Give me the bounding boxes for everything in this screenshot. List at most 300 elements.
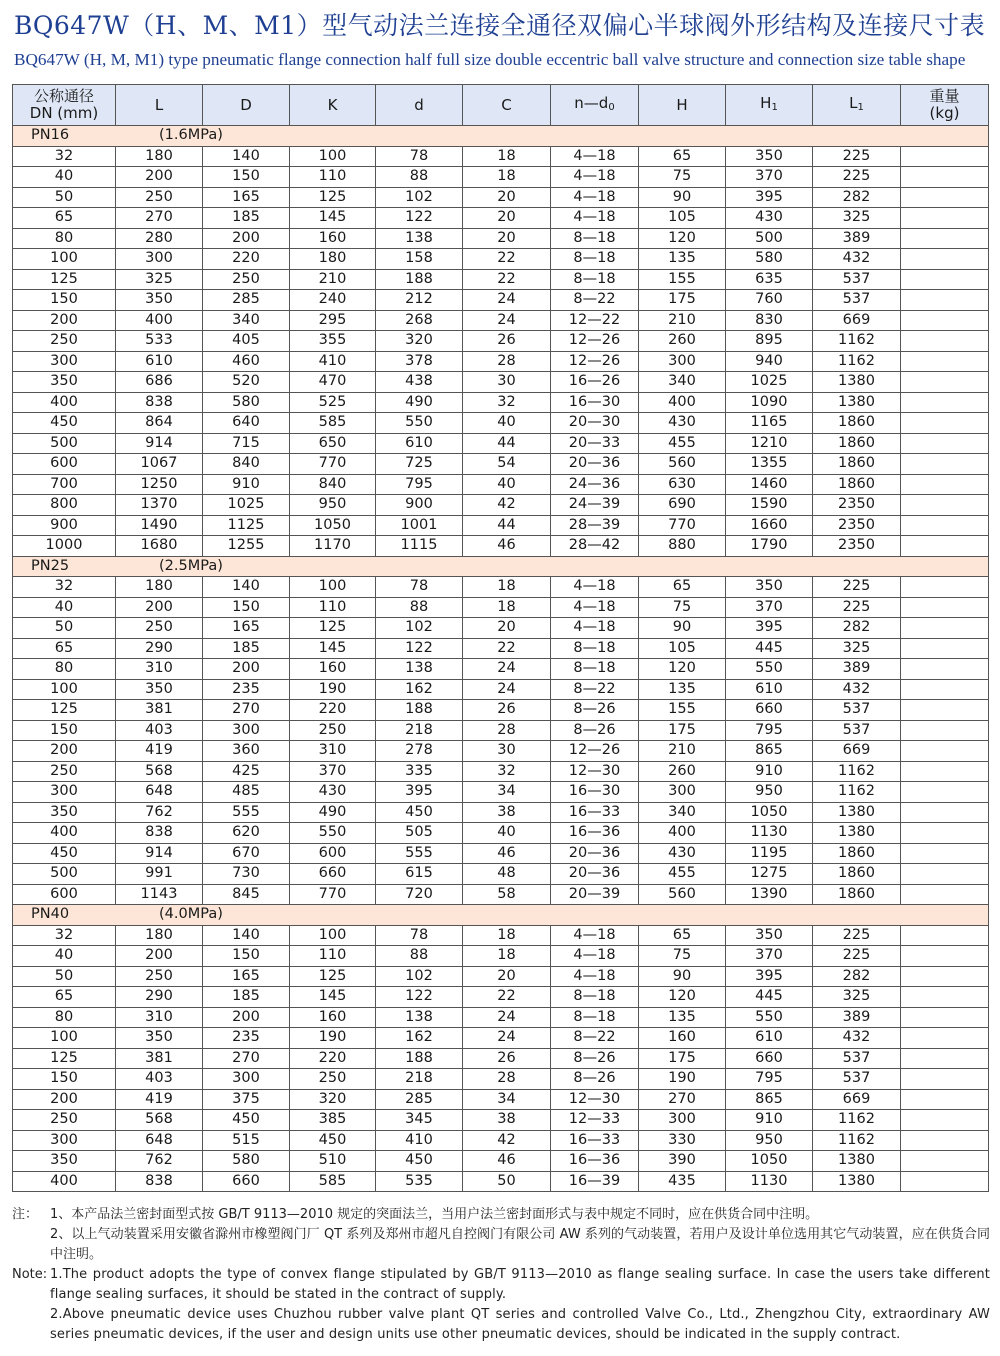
cell-nd: 4—18 [551,187,639,208]
cell-nd: 8—18 [551,249,639,270]
cell-nd: 16—36 [551,823,639,844]
table-row [13,331,989,352]
cell-d: 795 [376,474,463,495]
cell-h: 65 [639,577,726,598]
table-row [13,679,989,700]
cell-d-outer: 425 [203,761,290,782]
cell-d: 188 [376,700,463,721]
cell-nd: 8—18 [551,269,639,290]
table-row [13,310,989,331]
cell-dn: 600 [13,884,116,905]
header-l: L [116,85,203,126]
cell-nd: 4—18 [551,966,639,987]
cell-weight [901,884,989,905]
cell-h: 135 [639,679,726,700]
cell-l1: 1860 [813,884,901,905]
cell-l: 568 [116,1110,203,1131]
cell-nd: 4—18 [551,946,639,967]
cell-h: 105 [639,208,726,229]
note-en-1: 1.The product adopts the type of convex flange stipulated by GB/T 9113—2010 as flange sealing surface. In case the users take different flange sealing surfaces, it should be stated in the contract of supply. [50,1267,990,1302]
cell-c: 40 [463,823,551,844]
cell-h1: 395 [726,966,813,987]
note-cn-2: 2、以上气动装置采用安徽省滁州市橡塑阀门厂 QT 系列及郑州市超凡自控阀门有限公司 AW 系列的气动装置，若用户及设计单位选用其它气动装置，应在供货合同中注明。 [50,1227,990,1262]
header-k: K [290,85,376,126]
cell-dn: 125 [13,269,116,290]
cell-l1: 325 [813,638,901,659]
cell-h1: 610 [726,1028,813,1049]
cell-c: 38 [463,1110,551,1131]
cell-l1: 432 [813,249,901,270]
cell-d: 490 [376,392,463,413]
cell-c: 22 [463,638,551,659]
cell-l1: 1380 [813,372,901,393]
cell-d: 122 [376,638,463,659]
cell-l: 270 [116,208,203,229]
cell-h1: 1355 [726,454,813,475]
cell-k: 220 [290,1048,376,1069]
cell-k: 585 [290,413,376,434]
cell-k: 660 [290,864,376,885]
cell-d: 268 [376,310,463,331]
cell-c: 28 [463,720,551,741]
table-row [13,597,989,618]
cell-h: 630 [639,474,726,495]
cell-weight [901,720,989,741]
cell-k: 600 [290,843,376,864]
header-h: H [639,85,726,126]
cell-l: 762 [116,1151,203,1172]
cell-weight [901,782,989,803]
cell-dn: 250 [13,1110,116,1131]
cell-weight [901,392,989,413]
cell-h: 65 [639,146,726,167]
cell-c: 22 [463,249,551,270]
cell-weight [901,515,989,536]
cell-l1: 1162 [813,1130,901,1151]
cell-h: 210 [639,741,726,762]
cell-c: 40 [463,474,551,495]
cell-weight [901,1151,989,1172]
cell-dn: 50 [13,187,116,208]
cell-h: 435 [639,1171,726,1192]
cell-h: 260 [639,331,726,352]
cell-l: 381 [116,1048,203,1069]
cell-d: 122 [376,208,463,229]
cell-h: 300 [639,1110,726,1131]
cell-d-outer: 250 [203,269,290,290]
section-label: PN16 [31,127,70,143]
cell-h1: 610 [726,679,813,700]
cell-l: 991 [116,864,203,885]
cell-weight [901,1089,989,1110]
table-row [13,925,989,946]
cell-d-outer: 200 [203,1007,290,1028]
cell-c: 20 [463,208,551,229]
cell-weight [901,208,989,229]
cell-dn: 700 [13,474,116,495]
cell-dn: 32 [13,925,116,946]
cell-nd: 4—18 [551,167,639,188]
cell-weight [901,659,989,680]
cell-d: 218 [376,1069,463,1090]
cell-l1: 1162 [813,1110,901,1131]
cell-h1: 760 [726,290,813,311]
table-header [13,85,989,126]
cell-h1: 430 [726,208,813,229]
header-dn-en: DN (mm) [29,104,99,122]
cell-dn: 300 [13,351,116,372]
cell-nd: 8—18 [551,1007,639,1028]
cell-weight [901,474,989,495]
cell-d-outer: 840 [203,454,290,475]
cell-dn: 400 [13,392,116,413]
cell-l1: 1162 [813,331,901,352]
cell-h: 770 [639,515,726,536]
cell-d: 278 [376,741,463,762]
cell-d: 345 [376,1110,463,1131]
section-pressure: (2.5MPa) [159,557,223,574]
cell-nd: 20—39 [551,884,639,905]
cell-k: 430 [290,782,376,803]
cell-h1: 1460 [726,474,813,495]
cell-l1: 1860 [813,864,901,885]
cell-h: 155 [639,700,726,721]
cell-nd: 16—26 [551,372,639,393]
cell-h1: 395 [726,187,813,208]
cell-dn: 500 [13,433,116,454]
table-row [13,474,989,495]
cell-k: 145 [290,987,376,1008]
cell-h: 690 [639,495,726,516]
cell-k: 550 [290,823,376,844]
cell-dn: 900 [13,515,116,536]
cell-weight [901,597,989,618]
table-row [13,577,989,598]
cell-weight [901,310,989,331]
cell-d-outer: 165 [203,618,290,639]
cell-nd: 24—36 [551,474,639,495]
cell-h1: 1660 [726,515,813,536]
cell-c: 20 [463,228,551,249]
cell-h1: 500 [726,228,813,249]
cell-h1: 445 [726,638,813,659]
cell-l: 200 [116,597,203,618]
cell-l1: 389 [813,1007,901,1028]
cell-k: 310 [290,741,376,762]
cell-l: 419 [116,741,203,762]
cell-l1: 225 [813,597,901,618]
cell-weight [901,802,989,823]
header-h1-sub: 1 [771,101,778,113]
cell-h1: 865 [726,741,813,762]
cell-c: 26 [463,1048,551,1069]
cell-weight [901,351,989,372]
cell-c: 32 [463,392,551,413]
cell-k: 210 [290,269,376,290]
cell-h1: 895 [726,331,813,352]
cell-weight [901,966,989,987]
cell-k: 125 [290,618,376,639]
cell-k: 110 [290,946,376,967]
header-dn-cn: 公称通径 [33,87,94,105]
cell-dn: 32 [13,577,116,598]
cell-k: 510 [290,1151,376,1172]
cell-weight [901,925,989,946]
cell-l1: 2350 [813,495,901,516]
header-dn [13,85,116,126]
cell-l: 400 [116,310,203,331]
cell-k: 470 [290,372,376,393]
cell-d-outer: 340 [203,310,290,331]
cell-nd: 20—36 [551,454,639,475]
cell-k: 650 [290,433,376,454]
cell-c: 40 [463,413,551,434]
table-row [13,864,989,885]
cell-l: 1370 [116,495,203,516]
table-row [13,1007,989,1028]
cell-h1: 1050 [726,1151,813,1172]
cell-k: 100 [290,925,376,946]
header-d-outer: D [203,85,290,126]
cell-weight [901,823,989,844]
cell-l1: 537 [813,269,901,290]
cell-weight [901,577,989,598]
cell-d-outer: 220 [203,249,290,270]
cell-h1: 1275 [726,864,813,885]
cell-d-outer: 165 [203,187,290,208]
cell-d-outer: 375 [203,1089,290,1110]
cell-nd: 24—39 [551,495,639,516]
table-row [13,536,989,557]
cell-d-outer: 270 [203,1048,290,1069]
cell-nd: 8—22 [551,290,639,311]
notes-en-label: Note: [12,1267,48,1282]
cell-l1: 1162 [813,351,901,372]
cell-h: 155 [639,269,726,290]
cell-k: 145 [290,638,376,659]
table-row [13,618,989,639]
cell-l: 762 [116,802,203,823]
cell-k: 1050 [290,515,376,536]
cell-l1: 282 [813,618,901,639]
cell-d-outer: 730 [203,864,290,885]
cell-c: 22 [463,269,551,290]
cell-c: 20 [463,187,551,208]
cell-c: 34 [463,1089,551,1110]
cell-weight [901,372,989,393]
cell-l1: 2350 [813,536,901,557]
cell-d-outer: 715 [203,433,290,454]
cell-l1: 1860 [813,843,901,864]
cell-l1: 2350 [813,515,901,536]
cell-dn: 150 [13,720,116,741]
cell-d: 138 [376,228,463,249]
cell-l: 250 [116,187,203,208]
cell-weight [901,187,989,208]
cell-l1: 537 [813,1048,901,1069]
cell-dn: 200 [13,1089,116,1110]
cell-l: 648 [116,1130,203,1151]
cell-c: 38 [463,802,551,823]
cell-d-outer: 640 [203,413,290,434]
cell-l1: 537 [813,290,901,311]
cell-dn: 125 [13,1048,116,1069]
cell-d: 102 [376,966,463,987]
cell-h1: 350 [726,925,813,946]
cell-c: 20 [463,966,551,987]
cell-c: 46 [463,843,551,864]
cell-l: 648 [116,782,203,803]
cell-k: 525 [290,392,376,413]
cell-weight [901,741,989,762]
table-row [13,351,989,372]
cell-k: 770 [290,884,376,905]
notes-cn [12,1205,990,1265]
cell-l: 280 [116,228,203,249]
cell-h1: 1790 [726,536,813,557]
cell-k: 450 [290,1130,376,1151]
cell-l: 403 [116,720,203,741]
header-d: d [376,85,463,126]
table-body [13,126,989,1192]
cell-dn: 300 [13,1130,116,1151]
cell-d-outer: 845 [203,884,290,905]
note-en-2: 2.Above pneumatic device uses Chuzhou rubber valve plant QT series and controlled Valve Co., Ltd., Zhengzhou City, extraordinary AW series pneumatic devices, if the user and design units use other pneumatic devices, should be indicated in the supply contract. [50,1307,990,1342]
cell-nd: 4—18 [551,577,639,598]
cell-d: 410 [376,1130,463,1151]
cell-l1: 225 [813,577,901,598]
cell-d: 725 [376,454,463,475]
cell-c: 50 [463,1171,551,1192]
cell-h: 90 [639,187,726,208]
cell-h1: 795 [726,1069,813,1090]
cell-c: 48 [463,864,551,885]
cell-d: 285 [376,1089,463,1110]
cell-dn: 100 [13,1028,116,1049]
cell-nd: 20—30 [551,413,639,434]
cell-nd: 16—33 [551,1130,639,1151]
section-header [13,556,989,577]
header-h1-text: H [760,93,772,112]
cell-dn: 350 [13,802,116,823]
cell-h1: 1130 [726,1171,813,1192]
cell-h1: 580 [726,249,813,270]
cell-c: 34 [463,782,551,803]
cell-c: 24 [463,290,551,311]
table-row [13,187,989,208]
cell-k: 840 [290,474,376,495]
cell-c: 28 [463,1069,551,1090]
table-row [13,1048,989,1069]
cell-nd: 16—33 [551,802,639,823]
cell-dn: 450 [13,843,116,864]
cell-d-outer: 185 [203,208,290,229]
cell-h1: 1210 [726,433,813,454]
cell-l1: 225 [813,146,901,167]
cell-d-outer: 670 [203,843,290,864]
cell-nd: 12—30 [551,1089,639,1110]
cell-l1: 225 [813,167,901,188]
cell-l: 568 [116,761,203,782]
cell-d: 450 [376,802,463,823]
cell-weight [901,843,989,864]
table-row [13,249,989,270]
cell-k: 770 [290,454,376,475]
cell-nd: 12—26 [551,351,639,372]
cell-h: 430 [639,413,726,434]
cell-l1: 389 [813,228,901,249]
cell-h1: 660 [726,1048,813,1069]
cell-weight [901,495,989,516]
cell-h: 560 [639,884,726,905]
cell-d: 1001 [376,515,463,536]
cell-l: 180 [116,925,203,946]
cell-d-outer: 235 [203,679,290,700]
cell-weight [901,413,989,434]
cell-l1: 537 [813,700,901,721]
cell-nd: 8—18 [551,987,639,1008]
note-cn-1: 1、本产品法兰密封面型式按 GB/T 9113—2010 规定的突面法兰，当用户法兰密封面形式与表中规定不同时，应在供货合同中注明。 [50,1207,819,1222]
cell-l1: 1162 [813,782,901,803]
table-row [13,1171,989,1192]
cell-dn: 600 [13,454,116,475]
cell-h: 75 [639,597,726,618]
cell-h: 175 [639,290,726,311]
header-nd-sub: 0 [608,101,615,113]
cell-d: 102 [376,618,463,639]
cell-d-outer: 1255 [203,536,290,557]
table-row [13,884,989,905]
table-row [13,228,989,249]
cell-d: 78 [376,146,463,167]
cell-c: 46 [463,1151,551,1172]
table-row [13,269,989,290]
cell-d-outer: 270 [203,700,290,721]
cell-l1: 1860 [813,413,901,434]
cell-nd: 20—36 [551,864,639,885]
cell-nd: 8—26 [551,1048,639,1069]
cell-c: 24 [463,1028,551,1049]
cell-weight [901,536,989,557]
cell-d-outer: 555 [203,802,290,823]
cell-dn: 400 [13,823,116,844]
cell-h1: 370 [726,946,813,967]
cell-weight [901,1110,989,1131]
header-weight-unit: (kg) [929,104,960,122]
table-row [13,1110,989,1131]
cell-h: 400 [639,392,726,413]
cell-l1: 537 [813,720,901,741]
cell-dn: 65 [13,208,116,229]
cell-d-outer: 460 [203,351,290,372]
table-row [13,1069,989,1090]
cell-h: 90 [639,618,726,639]
cell-d: 88 [376,946,463,967]
cell-l1: 325 [813,987,901,1008]
cell-l1: 282 [813,966,901,987]
cell-d: 188 [376,1048,463,1069]
cell-d: 555 [376,843,463,864]
cell-nd: 8—26 [551,720,639,741]
header-weight [901,85,989,126]
table-row [13,372,989,393]
table-row [13,638,989,659]
cell-weight [901,454,989,475]
table-row [13,802,989,823]
cell-k: 250 [290,1069,376,1090]
cell-h1: 550 [726,659,813,680]
cell-h: 120 [639,659,726,680]
